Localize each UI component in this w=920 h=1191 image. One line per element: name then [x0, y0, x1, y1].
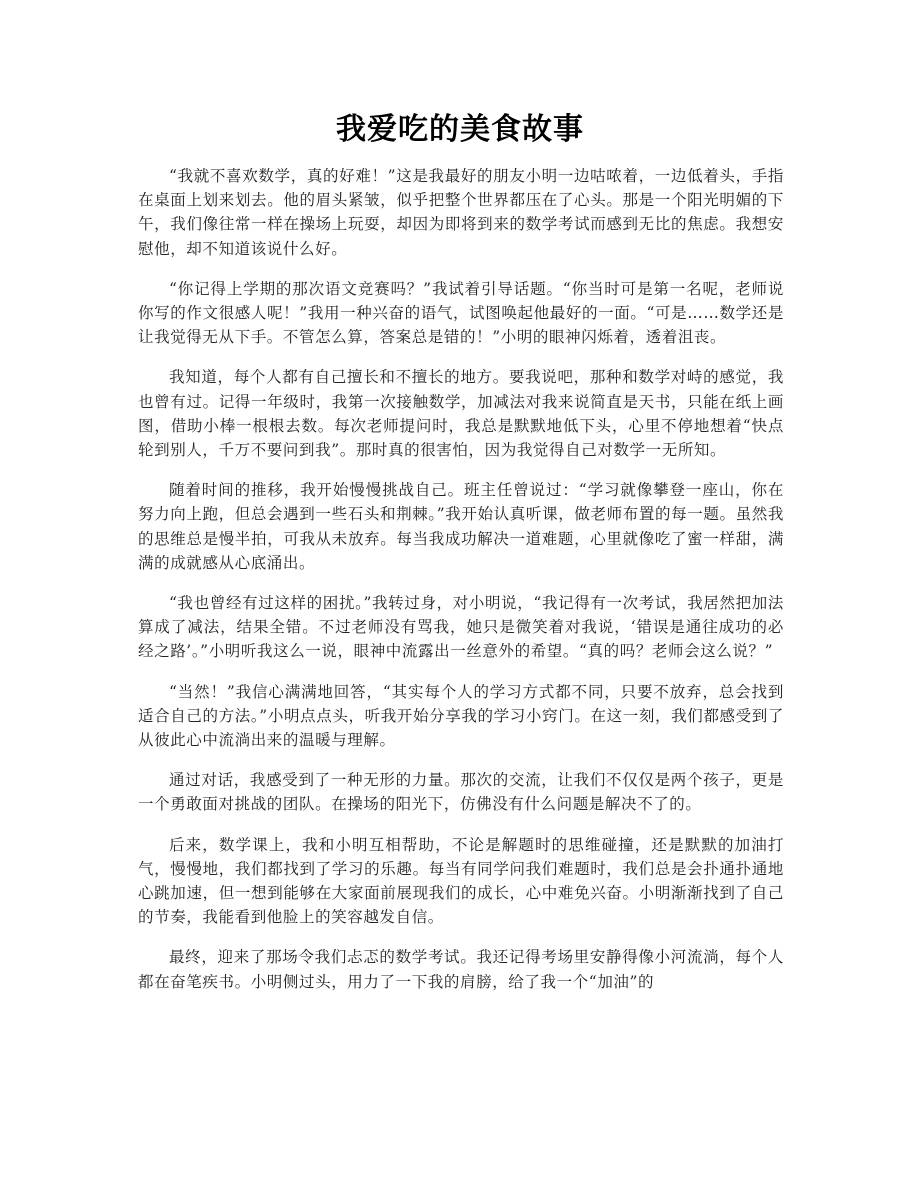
paragraph: “我就不喜欢数学，真的好难！”这是我最好的朋友小明一边咕哝着，一边低着头，手指在桌面上划来划去。他的眉头紧皱，似乎把整个世界都压在了心头。那是一个阳光明媚的下午，我们像往常一样在操场上玩耍，却因为即将到来的数学考试而感到无比的焦虑。我想安慰他，却不知道该说什么好。 — [138, 167, 784, 258]
paragraph: “我也曾经有过这样的困扰。”我转过身，对小明说，“我记得有一次考试，我居然把加法算成了减法，结果全错。不过老师没有骂我，她只是微笑着对我说，‘错误是通往成功的必经之路’。”小明听我这么一说，眼神中流露出一丝意外的希望。“真的吗？老师会这么说？” — [138, 594, 784, 661]
paragraph: 后来，数学课上，我和小明互相帮助，不论是解题时的思维碰撞，还是默默的加油打气，慢慢地，我们都找到了学习的乐趣。每当有同学问我们难题时，我们总是会扑通扑通地心跳加速，但一想到能够在大家面前展现我们的成长，心中难免兴奋。小明渐渐找到了自己的节奏，我能看到他脸上的笑容越发自信。 — [138, 835, 784, 927]
paragraph: 我知道，每个人都有自己擅长和不擅长的地方。要我说吧，那种和数学对峙的感觉，我也曾有过。记得一年级时，我第一次接触数学，加减法对我来说简直是天书，只能在纸上画图，借助小棒一根根去数。每次老师提问时，我总是默默地低下头，心里不停地想着“快点轮到别人，千万不要问到我”。那时真的很害怕，因为我觉得自己对数学一无所知。 — [138, 368, 784, 460]
paragraph: 通过对话，我感受到了一种无形的力量。那次的交流，让我们不仅仅是两个孩子，更是一个勇敢面对挑战的团队。在操场的阳光下，仿佛没有什么问题是解决不了的。 — [138, 771, 784, 814]
document-title: 我爱吃的美食故事 — [336, 112, 584, 147]
paragraph: 随着时间的推移，我开始慢慢挑战自己。班主任曾说过：“学习就像攀登一座山，你在努力向上跑，但总会遇到一些石头和荆棘。”我开始认真听课，做老师布置的每一题。虽然我的思维总是慢半拍，可我从未放弃。每当我成功解决一道难题，心里就像吃了蜜一样甜，满满的成就感从心底涌出。 — [138, 481, 784, 572]
paragraph: 最终，迎来了那场令我们忐忑的数学考试。我还记得考场里安静得像小河流淌，每个人都在奋笔疾书。小明侧过头，用力了一下我的肩膀，给了我一个“加油”的 — [138, 948, 784, 991]
paragraph: “你记得上学期的那次语文竞赛吗？”我试着引导话题。“你当时可是第一名呢，老师说你写的作文很感人呢！”我用一种兴奋的语气，试图唤起他最好的一面。“可是……数学还是让我觉得无从下手。不管怎么算，答案总是错的！”小明的眼神闪烁着，透着沮丧。 — [138, 279, 784, 347]
paragraph: “当然！”我信心满满地回答，“其实每个人的学习方式都不同，只要不放弃，总会找到适合自己的方法。”小明点点头，听我开始分享我的学习小窍门。在这一刻，我们都感受到了从彼此心中流淌出来的温暖与理解。 — [138, 682, 784, 750]
document-body — [138, 164, 784, 1010]
